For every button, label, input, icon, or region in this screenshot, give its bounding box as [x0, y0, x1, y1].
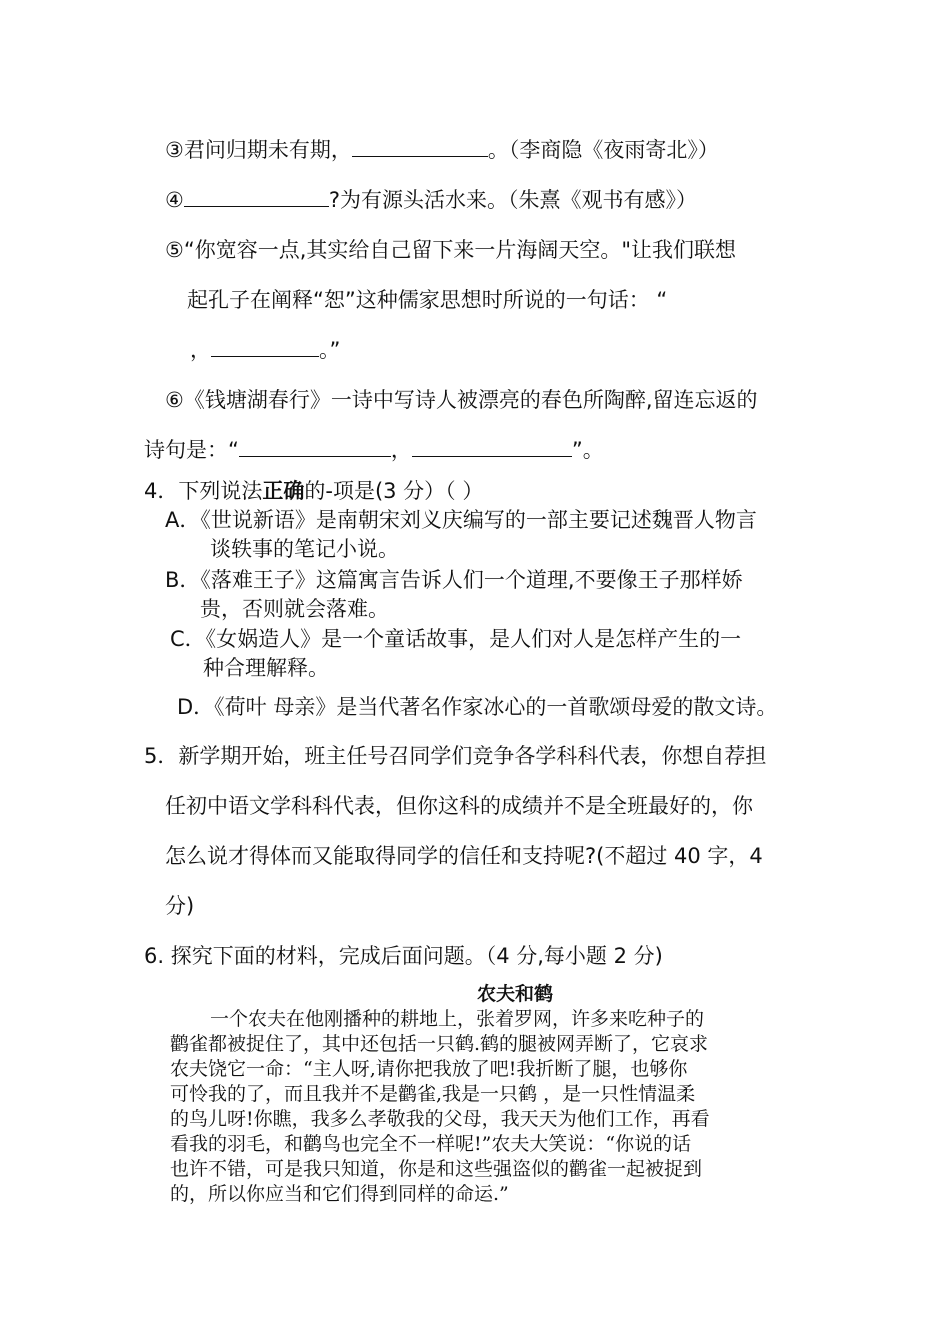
question-5-line-3: 怎么说才得体而又能取得同学的信任和支持呢?(不超过 40 字，4: [165, 844, 763, 868]
poem-line-4: ④ ?为有源头活水来。（朱熹《观书有感》）: [165, 188, 697, 212]
option-b-line-1: B．《落难王子》这篇寓言告诉人们一个道理,不要像王子那样娇: [165, 568, 743, 592]
option-b-line-2: 贵，否则就会落难。: [200, 597, 389, 621]
passage-line: 看我的羽毛，和鹳鸟也完全不一样呢!”农夫大笑说：“你说的话: [170, 1133, 692, 1155]
passage-line: 的，所以你应当和它们得到同样的命运.”: [170, 1183, 509, 1205]
option-a-line-2: 谈轶事的笔记小说。: [210, 537, 399, 561]
poem-line-5b: 起孔子在阐释“恕”这种儒家思想时所说的一句话： “: [187, 288, 668, 312]
poem-line-3: ③君问归期未有期， 。（李商隐《夜雨寄北》）: [165, 138, 719, 162]
answer-blank[interactable]: [352, 136, 488, 157]
option-c-line-2: 种合理解释。: [203, 656, 329, 680]
passage-title: 农夫和鹤: [477, 983, 554, 1005]
question-5-line-4: 分): [165, 894, 195, 918]
option-a-line-1: A．《世说新语》是南朝宋刘义庆编写的一部主要记述魏晋人物言: [165, 508, 757, 532]
passage-line: 的鸟儿呀!你瞧，我多么孝敬我的父母，我天天为他们工作，再看: [170, 1108, 710, 1130]
answer-blank[interactable]: [211, 336, 319, 357]
passage-line: 也许不错，可是我只知道，你是和这些强盗似的鹳雀一起被捉到: [170, 1158, 703, 1180]
question-5-line-2: 任初中语文学科科代表，但你这科的成绩并不是全班最好的，你: [165, 794, 753, 818]
question-6-stem: 6. 探究下面的材料，完成后面问题。（4 分,每小题 2 分): [144, 944, 663, 968]
question-5-line-1: 5．新学期开始，班主任号召同学们竞争各学科科代表，你想自荐担: [144, 744, 767, 768]
answer-blank[interactable]: [239, 436, 391, 457]
answer-blank[interactable]: [412, 436, 572, 457]
poem-line-6b: 诗句是：“ ， ”。: [144, 438, 604, 462]
passage-line: 可怜我的了，而且我并不是鹳雀,我是一只鹤 ，是一只性情温柔: [170, 1083, 696, 1105]
poem-line-6a: ⑥《钱塘湖春行》一诗中写诗人被漂亮的春色所陶醉,留连忘返的: [165, 388, 758, 412]
option-c-line-1: C．《女娲造人》是一个童话故事，是人们对人是怎样产生的一: [170, 627, 742, 651]
passage-line: 鹳雀都被捉住了，其中还包括一只鹤.鹤的腿被网弄断了，它哀求: [170, 1033, 709, 1055]
question-4-stem: 4．下列说法正确的-项是(3 分）（ ）: [144, 479, 484, 503]
passage-line: 一个农夫在他刚播种的耕地上，张着罗网，许多来吃种子的: [210, 1008, 705, 1030]
answer-blank[interactable]: [184, 186, 329, 207]
poem-line-5c: ， 。”: [190, 338, 341, 362]
poem-line-5a: ⑤“你宽容一点,其实给自己留下来一片海阔天空。"让我们联想: [165, 238, 737, 262]
option-d: D．《荷叶 母亲》是当代著名作家冰心的一首歌颂母爱的散文诗。: [177, 695, 778, 719]
passage-line: 农夫饶它一命：“主人呀,请你把我放了吧!我折断了腿，也够你: [170, 1058, 688, 1080]
